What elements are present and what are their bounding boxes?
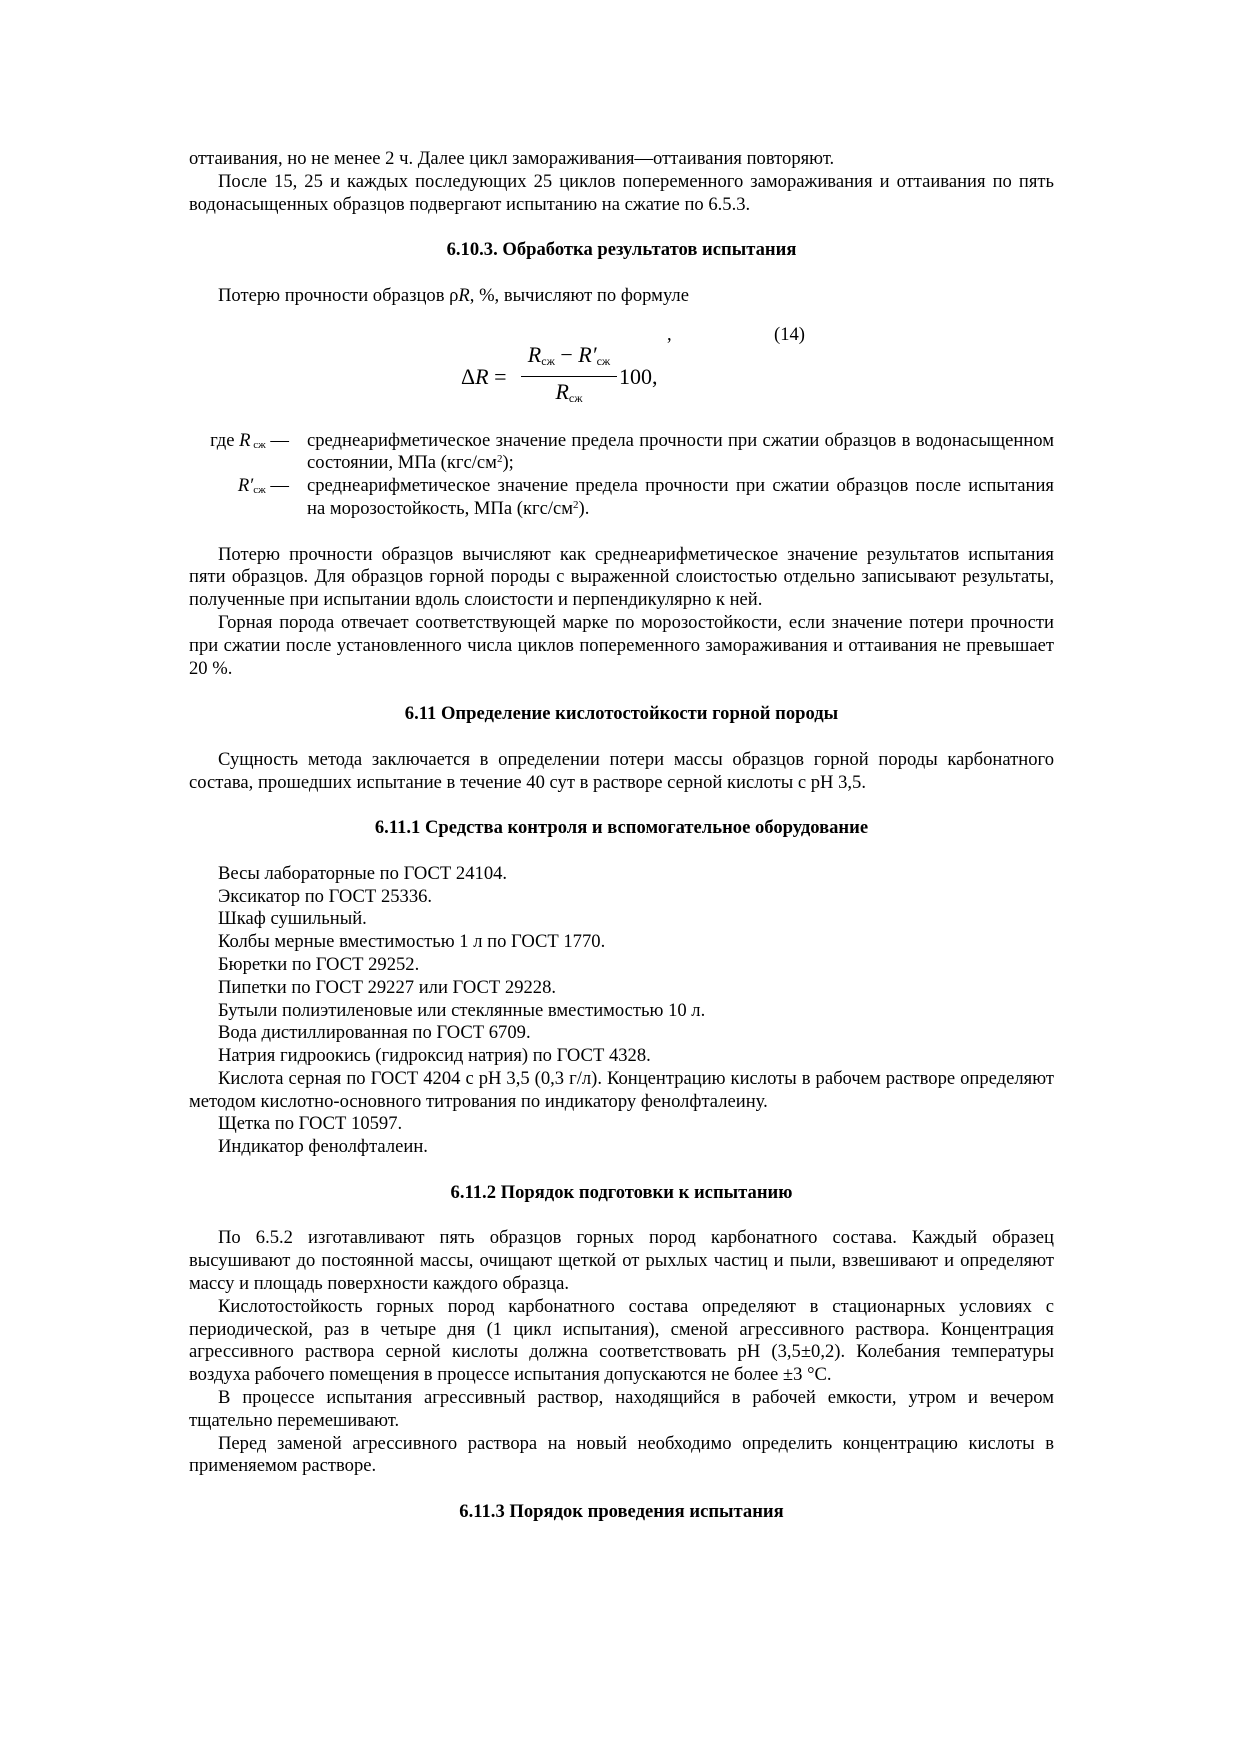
section-heading-6-11: 6.11 Определение кислотостойкости горной породы (404, 703, 839, 725)
formula-denominator: $R_{сж}$ (555, 378, 583, 405)
list-item: Кислота серная по ГОСТ 4204 с pH 3,5 (0,3 г/л). Концентрацию кислоты в рабочем растворе определяют методом кислотно-основного титрования по индикатору фенолфталеину. (189, 1067, 1054, 1112)
definitions (189, 430, 1054, 521)
list-item: Пипетки по ГОСТ 29227 или ГОСТ 29228. (218, 976, 557, 998)
paragraph: В процессе испытания агрессивный раствор, находящийся в рабочей емкости, утром и вечером тщательно перемешивают. (189, 1387, 1054, 1431)
formula-multiplier: 100, (619, 363, 658, 389)
list-item: Шкаф сушильный. (218, 908, 367, 930)
list-item: Колбы мерные вместимостью 1 л по ГОСТ 1770. (218, 931, 606, 953)
paragraph: Кислотостойкость горных пород карбонатного состава определяют в стационарных условиях с периодической, раз в четыре дня (1 цикл испытания), сменой агрессивного раствора. Концентрация агрессивного раствора серной кислоты должна соответствовать pH (3,5±0,2). Колебания температуры воздуха рабочего помещения в процессе испытания допускаются не более ±3 °С. (189, 1295, 1054, 1386)
definition-row (189, 475, 1054, 521)
list-item: Щетка по ГОСТ 10597. (218, 1113, 403, 1135)
list-item: Весы лабораторные по ГОСТ 24104. (218, 862, 508, 884)
paragraph: оттаивания, но не менее 2 ч. Далее цикл замораживания—оттаивания повторяют. (189, 148, 835, 169)
paragraph: Перед заменой агрессивного раствора на новый необходимо определить концентрацию кислоты в применяемом растворе. (189, 1432, 1054, 1477)
formula-14 (189, 324, 1054, 418)
section-heading-6-11-1: 6.11.1 Средства контроля и вспомогательное оборудование (374, 817, 869, 839)
list-item: Эксикатор по ГОСТ 25336. (218, 885, 433, 907)
paragraph: Потерю прочности образцов вычисляют как среднеарифметическое значение результатов испытания пяти образцов. Для образцов горной породы с выраженной слоистостью отдельно записывают результаты, полученные при испытании вдоль слоистости и перпендикулярно к ней. (189, 543, 1054, 611)
formula-numerator: $R_{сж} - R'_{сж}$ (527, 341, 611, 368)
section-heading-6-11-2: 6.11.2 Порядок подготовки к испытанию (450, 1181, 793, 1203)
paragraph: Потерю прочности образцов ρR, %, вычисляют по формуле (218, 284, 689, 306)
definition-row (189, 430, 1054, 476)
paragraph: Сущность метода заключается в определении потери массы образцов горной породы карбонатного состава, прошедших испытание в течение 40 сут в растворе серной кислоты с pH 3,5. (189, 748, 1054, 793)
formula-number: (14) (774, 323, 805, 345)
list-item: Индикатор фенолфталеин. (218, 1136, 428, 1158)
formula-fraction (521, 342, 617, 411)
formula-comma: , (667, 323, 672, 345)
paragraph: После 15, 25 и каждых последующих 25 циклов попеременного замораживания и оттаивания по пять водонасыщенных образцов подвергают испытанию на сжатие по 6.5.3. (189, 170, 1054, 215)
section-heading-6-11-3: 6.11.3 Порядок проведения испытания (459, 1501, 784, 1523)
definition-label: $R'_{сж}$ — (237, 475, 289, 497)
fraction-bar (521, 376, 617, 377)
definition-label: где R $_{сж}$ — (210, 429, 289, 451)
list-item: Натрия гидроокись (гидроксид натрия) по ГОСТ 4328. (218, 1045, 651, 1067)
list-item: Бутыли полиэтиленовые или стеклянные вместимостью 10 л. (218, 999, 706, 1021)
page-body (189, 148, 1054, 1524)
list-item: Бюретки по ГОСТ 29252. (218, 953, 420, 975)
definition-text: среднеарифметическое значение предела прочности при сжатии образцов в водонасыщенном состоянии, МПа $(кгс/см^2)$; (307, 429, 1054, 474)
definition-text: среднеарифметическое значение предела прочности при сжатии образцов после испытания на морозостойкость, МПа $(кгс/см^2)$. (307, 475, 1054, 519)
paragraph: По 6.5.2 изготавливают пять образцов горных пород карбонатного состава. Каждый образец высушивают до постоянной массы, очищают щеткой от рыхлых частиц и пыли, взвешивают и определяют массу и площадь поверхности каждого образца. (189, 1227, 1054, 1295)
list-item: Вода дистиллированная по ГОСТ 6709. (218, 1022, 531, 1044)
paragraph: Горная порода отвечает соответствующей марке по морозостойкости, если значение потери прочности при сжатии после установленного числа циклов попеременного замораживания и оттаивания не превышает 20 %. (189, 611, 1054, 679)
section-heading-6-10-3: 6.10.3. Обработка результатов испытания (446, 239, 797, 261)
formula-lhs: ΔR = (461, 363, 507, 389)
equipment-list (189, 863, 1054, 1159)
